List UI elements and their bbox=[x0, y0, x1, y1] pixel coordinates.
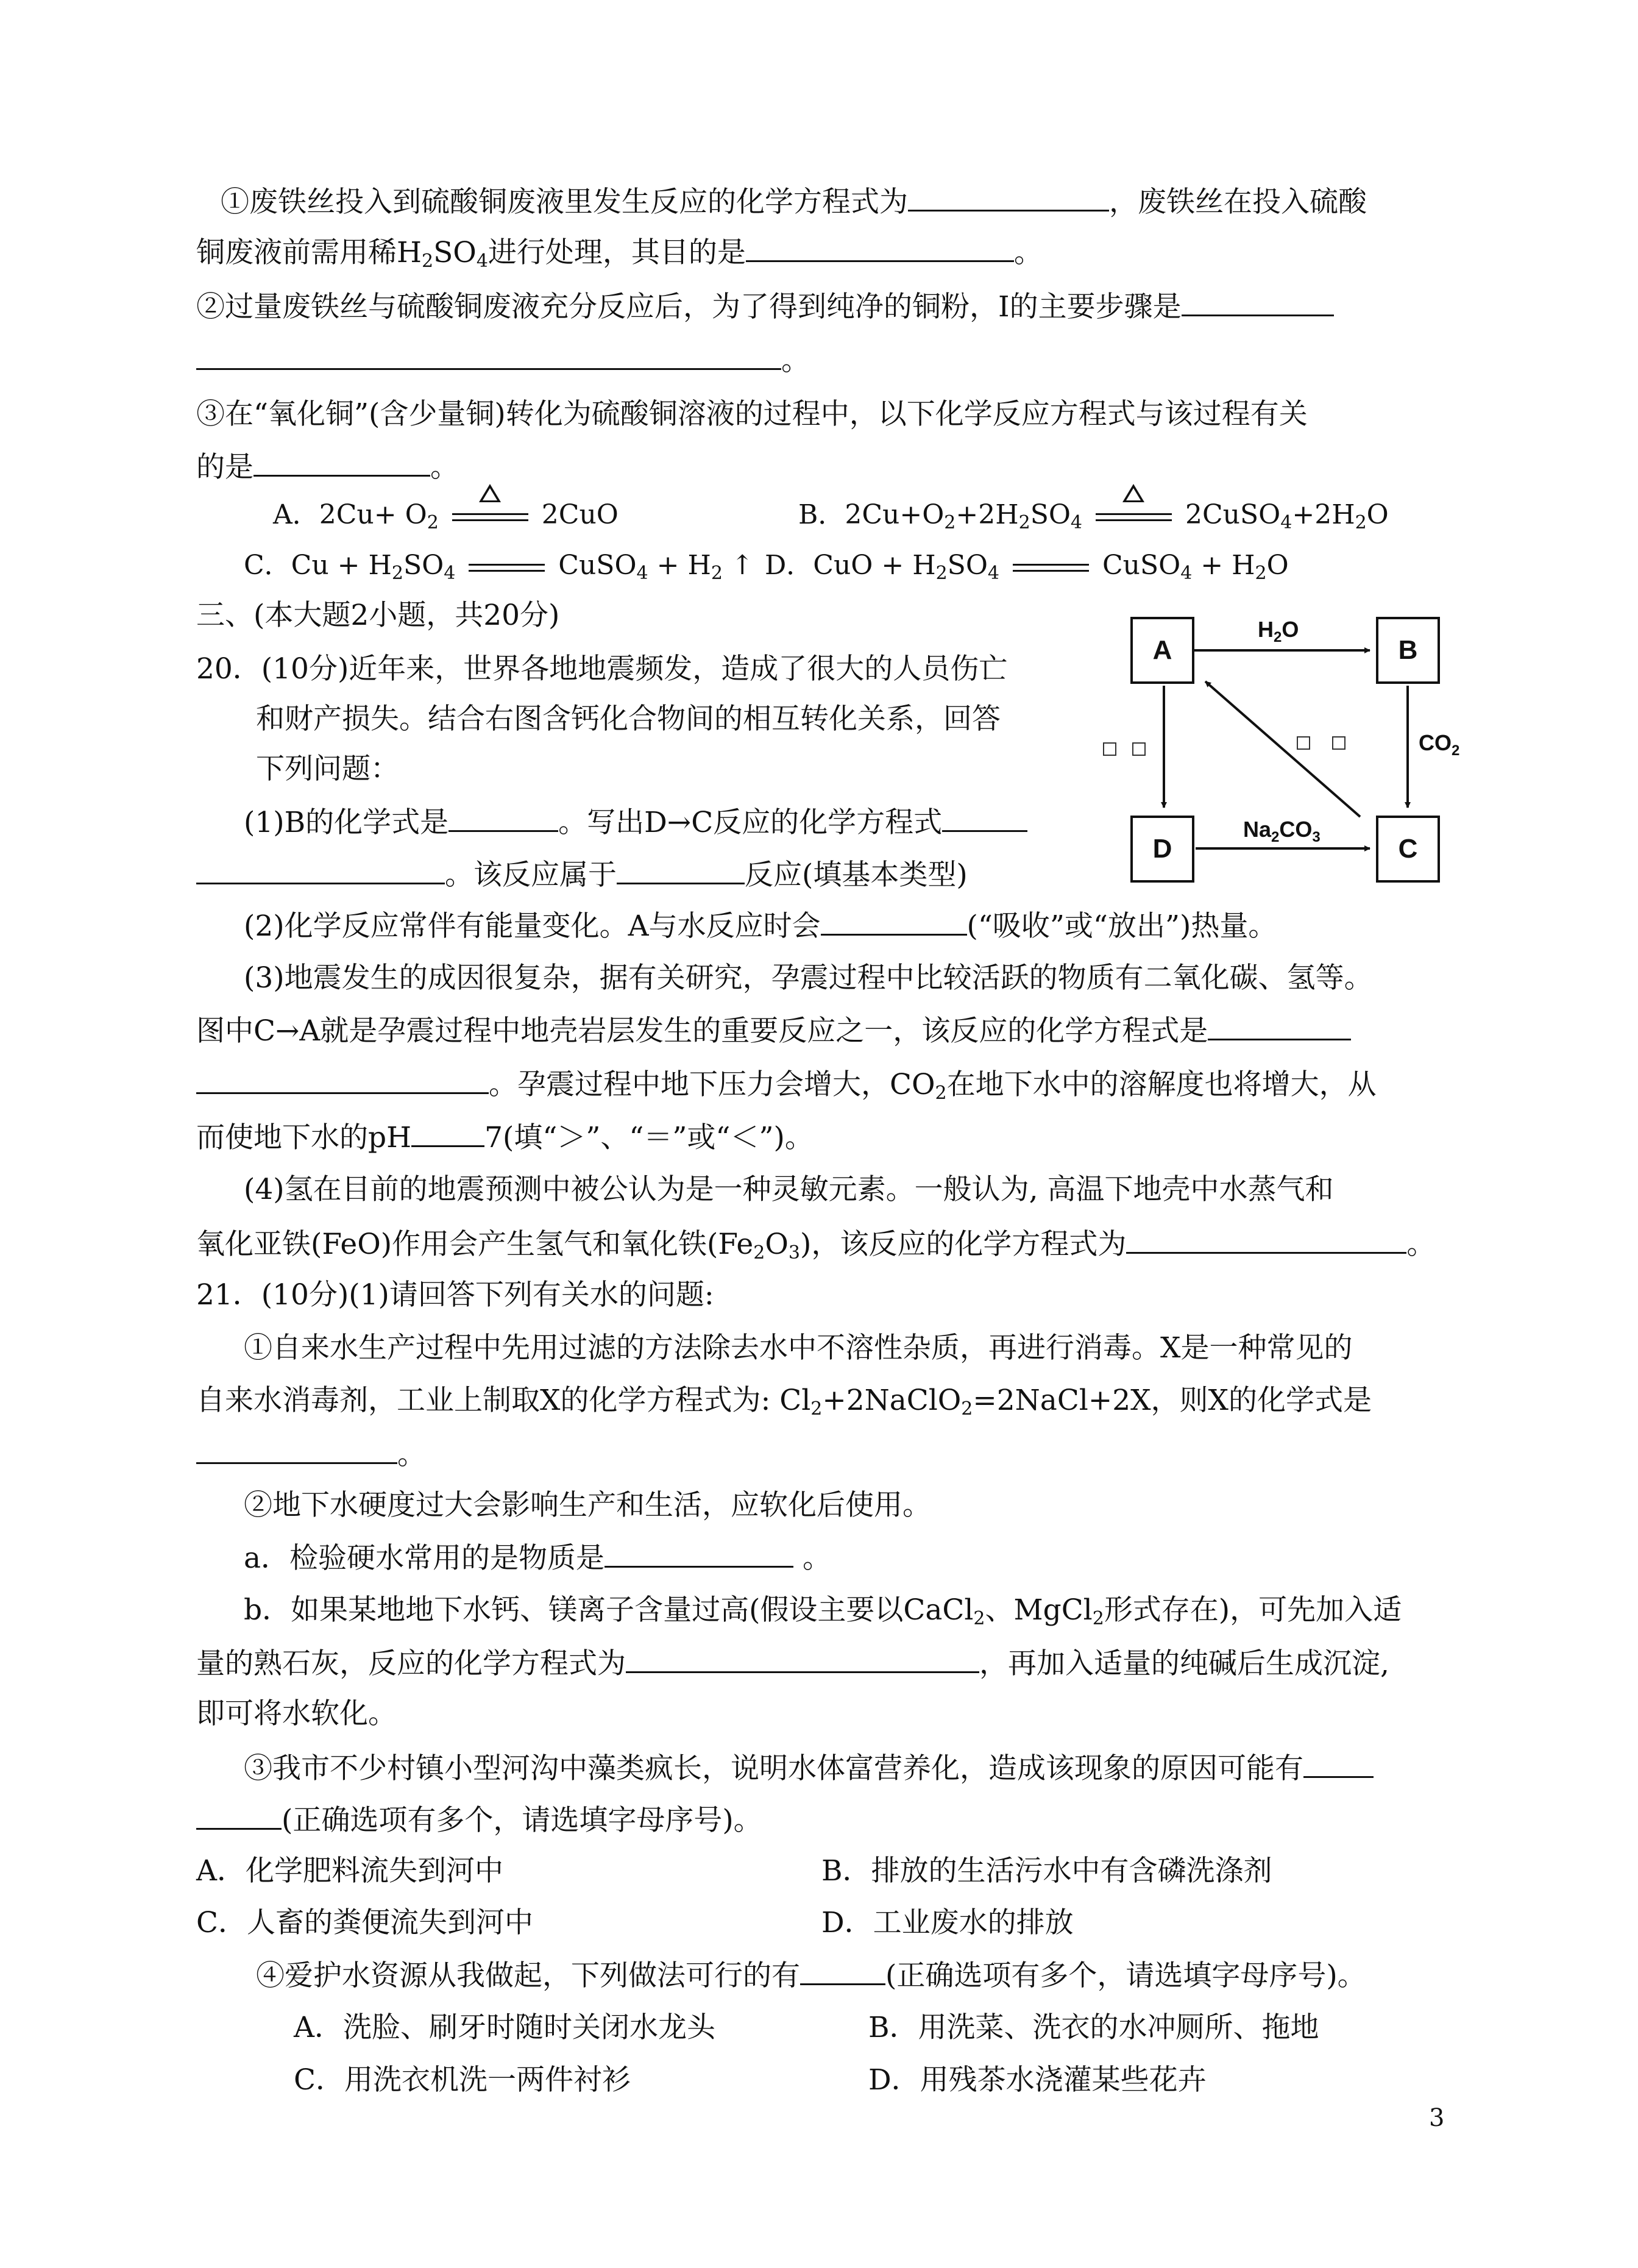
q21-option-b: B．排放的生活污水中有含磷洗涤剂 bbox=[821, 1854, 1272, 1888]
q20-line-2: 和财产损失。结合右图含钙化合物间的相互转化关系，回答 bbox=[256, 702, 1001, 736]
q21-option-a: A．化学肥料流失到河中 bbox=[196, 1854, 503, 1888]
node-b: B bbox=[1376, 617, 1440, 684]
q20-line-3: 下列问题： bbox=[256, 752, 399, 786]
q21-option4-c: C．用洗衣机洗一两件衬衫 bbox=[294, 2063, 631, 2097]
answer-blank[interactable] bbox=[196, 1435, 397, 1464]
q21-line-4: 。 bbox=[196, 1435, 426, 1473]
q19-line-1: ①废铁丝投入到硫酸铜废液里发生反应的化学方程式为 ，废铁丝在投入硫酸 bbox=[221, 183, 1367, 221]
q21-line-1: 21．(10分)(1)请回答下列有关水的问题: bbox=[196, 1278, 714, 1312]
answer-blank[interactable] bbox=[604, 1539, 793, 1568]
answer-blank[interactable] bbox=[1303, 1749, 1374, 1778]
page-number: 3 bbox=[1429, 2104, 1445, 2132]
q20-line-12: 氧化亚铁(FeO)作用会产生氢气和氧化铁$(Fe_2O_3)$，该反应的化学方程式为 。 bbox=[196, 1225, 1435, 1263]
answer-blank[interactable] bbox=[800, 1957, 885, 1985]
missing-glyph-box bbox=[1132, 742, 1146, 756]
answer-blank[interactable] bbox=[196, 1801, 282, 1830]
label-na2co3: $Na_2CO_3$ bbox=[1243, 817, 1321, 845]
q19-option-b: B．$2Cu+O_2+2H_2SO_4$ $2CuSO_4+2H_2O$ bbox=[798, 497, 1389, 533]
label-co2: $CO_2$ bbox=[1419, 730, 1460, 759]
q19-line-3: ②过量废铁丝与硫酸铜废液充分反应后，为了得到纯净的铜粉，Ⅰ的主要步骤是 bbox=[196, 288, 1334, 325]
q21-option-d: D．工业废水的排放 bbox=[821, 1906, 1074, 1939]
node-c: C bbox=[1376, 816, 1440, 883]
q19-option-d: D．CuO + $H_2SO_4$ CuSO$_4$ + $H_2O$ bbox=[765, 550, 1289, 584]
q20-line-9: 。孕震过程中地下压力会增大，$CO_2$在地下水中的溶解度也将增大，从 bbox=[196, 1065, 1377, 1103]
q21-option4-d: D．用残茶水浇灌某些花卉 bbox=[868, 2063, 1207, 2097]
q21-option4-a: A．洗脸、刷牙时随时关闭水龙头 bbox=[294, 2011, 715, 2044]
answer-blank[interactable] bbox=[626, 1644, 979, 1673]
q20-line-10: 而使地下水的pH 7(填“＞”、“＝”或“＜”)。 bbox=[196, 1118, 814, 1156]
q20-line-7: (3)地震发生的成因很复杂，据有关研究，孕震过程中比较活跃的物质有二氧化碳、氢等。 bbox=[244, 961, 1373, 995]
q20-line-8: 图中C→A就是孕震过程中地壳岩层发生的重要反应之一，该反应的化学方程式是 bbox=[196, 1012, 1351, 1050]
q21-option4-b: B．用洗菜、洗衣的水冲厕所、拖地 bbox=[868, 2011, 1319, 2044]
q21-line-6: a．检验硬水常用的是物质是 。 bbox=[244, 1539, 831, 1577]
q21-line-8: 量的熟石灰，反应的化学方程式为 ，再加入适量的纯碱后生成沉淀, bbox=[196, 1644, 1389, 1682]
q20-line-11: (4)氢在目前的地震预测中被公认为是一种灵敏元素。一般认为, 高温下地壳中水蒸气和 bbox=[244, 1173, 1334, 1206]
q19-line-2: 铜废液前需用稀$H_2SO_4$进行处理，其目的是 。 bbox=[196, 233, 1043, 271]
q21-line-3: 自来水消毒剂，工业上制取X的化学方程式为: $Cl_2+2NaClO_2=2NaCl+2X$，则X的化学式是 bbox=[196, 1384, 1372, 1420]
missing-glyph-box bbox=[1297, 736, 1310, 750]
q21-line-2: ①自来水生产过程中先用过滤的方法除去水中不溶性杂质，再进行消毒。X是一种常见的 bbox=[244, 1331, 1353, 1365]
q20-line-5: 。该反应属于 反应(填基本类型) bbox=[196, 856, 968, 894]
q19-line-4: 。 bbox=[196, 341, 810, 379]
section-heading: 三、(本大题2小题，共20分) bbox=[196, 599, 560, 632]
node-a: A bbox=[1130, 617, 1194, 684]
missing-glyph-box bbox=[1103, 742, 1116, 756]
q20-line-6: (2)化学反应常伴有能量变化。A与水反应时会 (“吸收”或“放出”)热量。 bbox=[244, 907, 1277, 945]
q21-line-11: (正确选项有多个，请选填字母序号)。 bbox=[196, 1801, 762, 1839]
q19-option-c: C．$Cu + H_2SO_4$ CuSO$_4$ + $H_2$ ↑ bbox=[244, 550, 754, 584]
q21-option-c: C．人畜的粪便流失到河中 bbox=[196, 1906, 533, 1939]
q19-line-6: 的是 。 bbox=[196, 448, 459, 486]
q21-line-9: 即可将水软化。 bbox=[196, 1697, 397, 1730]
q21-line-7: b．如果某地地下水钙、镁离子含量过高(假设主要以CaCl$_2$、MgCl$_2$形式存在)，可先加入适 bbox=[244, 1593, 1402, 1629]
missing-glyph-box bbox=[1332, 736, 1346, 750]
q21-line-10: ③我市不少村镇小型河沟中藻类疯长，说明水体富营养化，造成该现象的原因可能有 bbox=[244, 1749, 1374, 1787]
q20-line-4: (1)B的化学式是 。写出D→C反应的化学方程式 bbox=[244, 803, 1027, 841]
q20-line-1: 20．(10分)近年来，世界各地地震频发，造成了很大的人员伤亡 bbox=[196, 652, 1008, 686]
q21-line-12: ④爱护水资源从我做起，下列做法可行的有 (正确选项有多个，请选填字母序号)。 bbox=[256, 1957, 1366, 1994]
node-d: D bbox=[1130, 816, 1194, 883]
q19-option-a: A．$2Cu+ O_2$ 2CuO bbox=[273, 497, 619, 533]
q21-line-5: ②地下水硬度过大会影响生产和生活，应软化后使用。 bbox=[244, 1488, 931, 1522]
label-h2o: $H_2O$ bbox=[1258, 617, 1299, 645]
q19-line-5: ③在“氧化铜”(含少量铜)转化为硫酸铜溶液的过程中，以下化学反应方程式与该过程有关 bbox=[196, 397, 1308, 431]
